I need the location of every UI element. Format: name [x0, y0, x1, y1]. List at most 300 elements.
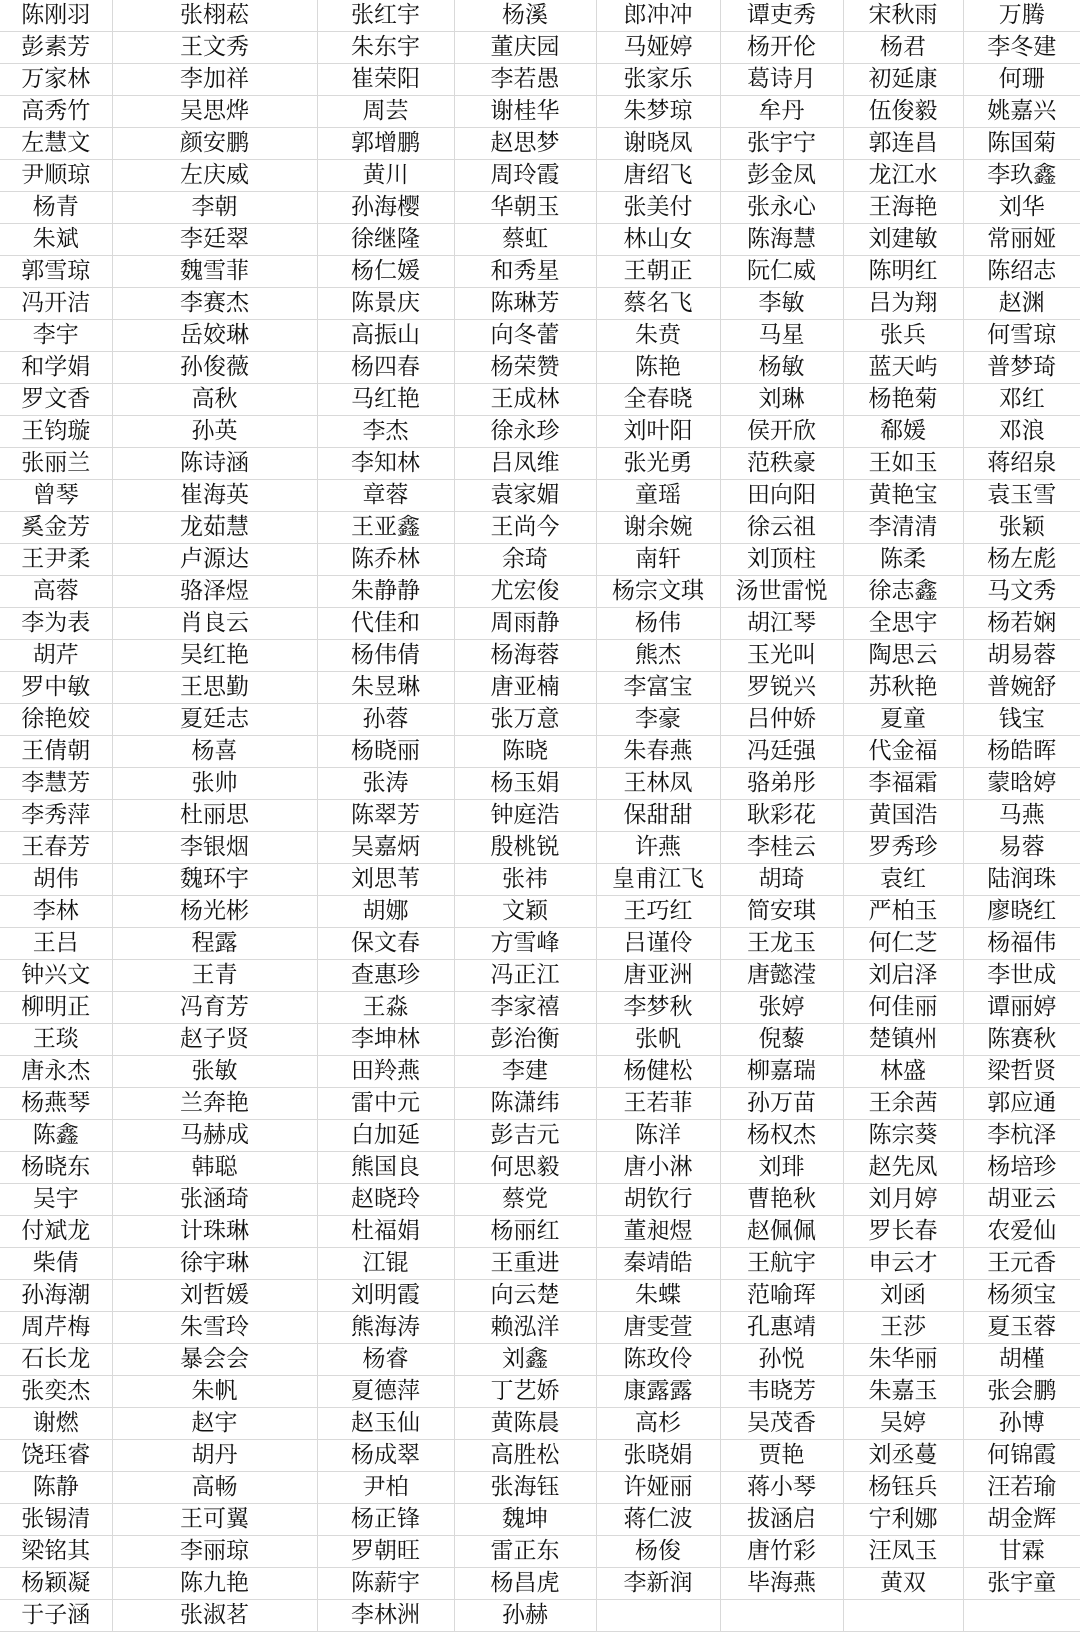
name-cell[interactable]: 王莎	[843, 1312, 963, 1344]
name-cell[interactable]: 夏德萍	[317, 1376, 454, 1408]
name-cell[interactable]: 王倩朝	[0, 736, 112, 768]
name-cell[interactable]: 马文秀	[963, 576, 1080, 608]
name-cell[interactable]: 王林凤	[596, 768, 720, 800]
name-cell[interactable]: 计珠琳	[112, 1216, 317, 1248]
name-cell[interactable]: 黄川	[317, 160, 454, 192]
name-cell[interactable]: 唐绍飞	[596, 160, 720, 192]
name-cell[interactable]: 王航宇	[720, 1248, 843, 1280]
name-cell[interactable]: 蒋小琴	[720, 1472, 843, 1504]
name-cell[interactable]: 王尚今	[454, 512, 596, 544]
name-cell[interactable]: 陈宗葵	[843, 1120, 963, 1152]
name-cell[interactable]: 农爱仙	[963, 1216, 1080, 1248]
name-cell[interactable]: 蒋绍泉	[963, 448, 1080, 480]
name-cell[interactable]: 杨钰兵	[843, 1472, 963, 1504]
name-cell[interactable]: 饶珏睿	[0, 1440, 112, 1472]
name-cell[interactable]: 李豪	[596, 704, 720, 736]
name-cell[interactable]: 胡易蓉	[963, 640, 1080, 672]
name-cell[interactable]: 朱雪玲	[112, 1312, 317, 1344]
name-cell[interactable]: 王巧红	[596, 896, 720, 928]
name-cell[interactable]: 杨俊	[596, 1536, 720, 1568]
name-cell[interactable]: 李建	[454, 1056, 596, 1088]
name-cell[interactable]: 周芸	[317, 96, 454, 128]
name-cell[interactable]: 蒙晗婷	[963, 768, 1080, 800]
name-cell[interactable]: 刘函	[843, 1280, 963, 1312]
name-cell[interactable]: 彭治衡	[454, 1024, 596, 1056]
name-cell[interactable]: 张宇童	[963, 1568, 1080, 1600]
name-cell[interactable]: 陈国菊	[963, 128, 1080, 160]
name-cell[interactable]: 董庆园	[454, 32, 596, 64]
name-cell[interactable]: 陈赛秋	[963, 1024, 1080, 1056]
name-cell[interactable]: 陶思云	[843, 640, 963, 672]
name-cell[interactable]: 陈柔	[843, 544, 963, 576]
name-cell[interactable]: 高畅	[112, 1472, 317, 1504]
name-cell[interactable]: 陈翠芳	[317, 800, 454, 832]
name-cell[interactable]: 宁利娜	[843, 1504, 963, 1536]
name-cell[interactable]: 李林洲	[317, 1600, 454, 1632]
name-cell[interactable]: 孙海樱	[317, 192, 454, 224]
name-cell[interactable]: 胡槿	[963, 1344, 1080, 1376]
name-cell[interactable]: 朱东宇	[317, 32, 454, 64]
name-cell[interactable]: 许娅丽	[596, 1472, 720, 1504]
name-cell[interactable]: 蓝天屿	[843, 352, 963, 384]
name-cell[interactable]: 董昶煜	[596, 1216, 720, 1248]
name-cell[interactable]: 张红宇	[317, 0, 454, 32]
name-cell[interactable]: 骆泽煜	[112, 576, 317, 608]
name-cell[interactable]: 刘叶阳	[596, 416, 720, 448]
name-cell[interactable]: 崔海英	[112, 480, 317, 512]
name-cell[interactable]: 刘明霞	[317, 1280, 454, 1312]
name-cell[interactable]: 李丽琼	[112, 1536, 317, 1568]
name-cell[interactable]: 申云才	[843, 1248, 963, 1280]
name-cell[interactable]: 袁家媚	[454, 480, 596, 512]
name-cell[interactable]: 皇甫江飞	[596, 864, 720, 896]
name-cell[interactable]: 王琰	[0, 1024, 112, 1056]
name-cell[interactable]: 童瑶	[596, 480, 720, 512]
name-cell[interactable]: 曾琴	[0, 480, 112, 512]
name-cell[interactable]: 牟丹	[720, 96, 843, 128]
name-cell[interactable]: 刘月婷	[843, 1184, 963, 1216]
name-cell[interactable]: 汤世雷悦	[720, 576, 843, 608]
name-cell[interactable]: 朱帆	[112, 1376, 317, 1408]
name-cell[interactable]: 吕谨伶	[596, 928, 720, 960]
name-cell[interactable]: 杨玉娟	[454, 768, 596, 800]
name-cell[interactable]: 王淼	[317, 992, 454, 1024]
name-cell[interactable]: 杨燕琴	[0, 1088, 112, 1120]
name-cell[interactable]: 陈玫伶	[596, 1344, 720, 1376]
name-cell[interactable]: 彭素芳	[0, 32, 112, 64]
name-cell[interactable]: 谢余婉	[596, 512, 720, 544]
name-cell[interactable]	[596, 1600, 720, 1632]
name-cell[interactable]: 初延康	[843, 64, 963, 96]
name-cell[interactable]: 杨颖凝	[0, 1568, 112, 1600]
name-cell[interactable]: 赵宇	[112, 1408, 317, 1440]
name-cell[interactable]: 蔡虹	[454, 224, 596, 256]
name-cell[interactable]: 杨伟倩	[317, 640, 454, 672]
name-cell[interactable]: 杨晓丽	[317, 736, 454, 768]
name-cell[interactable]: 朱蝶	[596, 1280, 720, 1312]
name-cell[interactable]: 朱梦琼	[596, 96, 720, 128]
name-cell[interactable]: 许燕	[596, 832, 720, 864]
name-cell[interactable]: 保文春	[317, 928, 454, 960]
name-cell[interactable]: 徐宇琳	[112, 1248, 317, 1280]
name-cell[interactable]: 刘琳	[720, 384, 843, 416]
name-cell[interactable]: 杨权杰	[720, 1120, 843, 1152]
name-cell[interactable]: 黄国浩	[843, 800, 963, 832]
name-cell[interactable]: 倪藜	[720, 1024, 843, 1056]
name-cell[interactable]: 杨健松	[596, 1056, 720, 1088]
name-cell[interactable]: 马赫成	[112, 1120, 317, 1152]
name-cell[interactable]: 赵渊	[963, 288, 1080, 320]
name-cell[interactable]: 罗中敏	[0, 672, 112, 704]
name-cell[interactable]: 胡钦行	[596, 1184, 720, 1216]
name-cell[interactable]: 孙俊薇	[112, 352, 317, 384]
name-cell[interactable]: 钟兴文	[0, 960, 112, 992]
name-cell[interactable]: 奚金芳	[0, 512, 112, 544]
name-cell[interactable]: 周玲霞	[454, 160, 596, 192]
name-cell[interactable]: 阮仁威	[720, 256, 843, 288]
name-cell[interactable]: 黄艳宝	[843, 480, 963, 512]
name-cell[interactable]: 李廷翠	[112, 224, 317, 256]
name-cell[interactable]: 汪若瑜	[963, 1472, 1080, 1504]
name-cell[interactable]: 李杭泽	[963, 1120, 1080, 1152]
name-cell[interactable]: 杨须宝	[963, 1280, 1080, 1312]
name-cell[interactable]: 秦靖皓	[596, 1248, 720, 1280]
name-cell[interactable]: 王亚鑫	[317, 512, 454, 544]
name-cell[interactable]: 崔荣阳	[317, 64, 454, 96]
name-cell[interactable]: 尹顺琼	[0, 160, 112, 192]
name-cell[interactable]: 文颖	[454, 896, 596, 928]
name-cell[interactable]: 杨君	[843, 32, 963, 64]
name-cell[interactable]: 杨荣赞	[454, 352, 596, 384]
name-cell[interactable]: 陈薪宇	[317, 1568, 454, 1600]
name-cell[interactable]: 甘霖	[963, 1536, 1080, 1568]
name-cell[interactable]: 赵晓玲	[317, 1184, 454, 1216]
name-cell[interactable]: 张婷	[720, 992, 843, 1024]
name-cell[interactable]: 胡亚云	[963, 1184, 1080, 1216]
name-cell[interactable]: 钱宝	[963, 704, 1080, 736]
name-cell[interactable]: 何思毅	[454, 1152, 596, 1184]
name-cell[interactable]: 赵佩佩	[720, 1216, 843, 1248]
name-cell[interactable]: 马星	[720, 320, 843, 352]
name-cell[interactable]: 刘鑫	[454, 1344, 596, 1376]
name-cell[interactable]: 普婉舒	[963, 672, 1080, 704]
name-cell[interactable]: 向冬蕾	[454, 320, 596, 352]
name-cell[interactable]: 夏廷志	[112, 704, 317, 736]
name-cell[interactable]: 蔡党	[454, 1184, 596, 1216]
name-cell[interactable]	[963, 1600, 1080, 1632]
name-cell[interactable]: 张海钰	[454, 1472, 596, 1504]
name-cell[interactable]: 徐继隆	[317, 224, 454, 256]
name-cell[interactable]: 熊国良	[317, 1152, 454, 1184]
name-cell[interactable]: 胡伟	[0, 864, 112, 896]
name-cell[interactable]: 何珊	[963, 64, 1080, 96]
name-cell[interactable]: 范秩豪	[720, 448, 843, 480]
name-cell[interactable]: 保甜甜	[596, 800, 720, 832]
name-cell[interactable]: 向云楚	[454, 1280, 596, 1312]
name-cell[interactable]: 和秀星	[454, 256, 596, 288]
name-cell[interactable]: 高胜松	[454, 1440, 596, 1472]
name-cell[interactable]: 张涵琦	[112, 1184, 317, 1216]
name-cell[interactable]: 刘哲媛	[112, 1280, 317, 1312]
name-cell[interactable]: 郭雪琼	[0, 256, 112, 288]
name-cell[interactable]: 田羚燕	[317, 1056, 454, 1088]
name-cell[interactable]: 卢源达	[112, 544, 317, 576]
name-cell[interactable]: 左慧文	[0, 128, 112, 160]
name-cell[interactable]: 冯育芳	[112, 992, 317, 1024]
name-cell[interactable]: 廖晓红	[963, 896, 1080, 928]
name-cell[interactable]: 吕凤维	[454, 448, 596, 480]
name-cell[interactable]: 熊海涛	[317, 1312, 454, 1344]
name-cell[interactable]: 陈洋	[596, 1120, 720, 1152]
name-cell[interactable]: 胡金辉	[963, 1504, 1080, 1536]
name-cell[interactable]: 陈艳	[596, 352, 720, 384]
name-cell[interactable]: 杜丽思	[112, 800, 317, 832]
name-cell[interactable]: 李知林	[317, 448, 454, 480]
name-cell[interactable]: 杨睿	[317, 1344, 454, 1376]
name-cell[interactable]: 李宇	[0, 320, 112, 352]
name-cell[interactable]: 郭增鹏	[317, 128, 454, 160]
name-cell[interactable]: 暴会会	[112, 1344, 317, 1376]
name-cell[interactable]: 柳明正	[0, 992, 112, 1024]
name-cell[interactable]: 胡芹	[0, 640, 112, 672]
name-cell[interactable]: 李慧芳	[0, 768, 112, 800]
name-cell[interactable]: 赵先凤	[843, 1152, 963, 1184]
name-cell[interactable]: 赵子贤	[112, 1024, 317, 1056]
name-cell[interactable]: 黄双	[843, 1568, 963, 1600]
name-cell[interactable]: 李富宝	[596, 672, 720, 704]
name-cell[interactable]: 胡娜	[317, 896, 454, 928]
name-cell[interactable]	[720, 1600, 843, 1632]
name-cell[interactable]: 江锟	[317, 1248, 454, 1280]
name-cell[interactable]: 杨敏	[720, 352, 843, 384]
name-cell[interactable]: 陈绍志	[963, 256, 1080, 288]
name-cell[interactable]: 杨福伟	[963, 928, 1080, 960]
name-cell[interactable]: 孙英	[112, 416, 317, 448]
name-cell[interactable]: 何仁芝	[843, 928, 963, 960]
name-cell[interactable]: 王思勤	[112, 672, 317, 704]
name-cell[interactable]: 刘思苇	[317, 864, 454, 896]
name-cell[interactable]: 李若愚	[454, 64, 596, 96]
name-cell[interactable]: 朱静静	[317, 576, 454, 608]
name-cell[interactable]: 楚镇州	[843, 1024, 963, 1056]
name-cell[interactable]: 吴红艳	[112, 640, 317, 672]
name-cell[interactable]: 张会鹏	[963, 1376, 1080, 1408]
name-cell[interactable]: 朱春燕	[596, 736, 720, 768]
name-cell[interactable]: 龙茹慧	[112, 512, 317, 544]
name-cell[interactable]: 李桂云	[720, 832, 843, 864]
name-cell[interactable]: 田向阳	[720, 480, 843, 512]
name-cell[interactable]: 曹艳秋	[720, 1184, 843, 1216]
name-cell[interactable]: 伍俊毅	[843, 96, 963, 128]
name-cell[interactable]: 魏雪菲	[112, 256, 317, 288]
name-cell[interactable]: 王春芳	[0, 832, 112, 864]
name-cell[interactable]: 石长龙	[0, 1344, 112, 1376]
name-cell[interactable]: 高蓉	[0, 576, 112, 608]
name-cell[interactable]: 马燕	[963, 800, 1080, 832]
name-cell[interactable]: 林山女	[596, 224, 720, 256]
name-cell[interactable]: 杨宗文琪	[596, 576, 720, 608]
name-cell[interactable]: 杨昌虎	[454, 1568, 596, 1600]
name-cell[interactable]: 刘华	[963, 192, 1080, 224]
name-cell[interactable]: 吴婷	[843, 1408, 963, 1440]
name-cell[interactable]: 杨培珍	[963, 1152, 1080, 1184]
name-cell[interactable]: 南轩	[596, 544, 720, 576]
name-cell[interactable]: 陈晓	[454, 736, 596, 768]
name-cell[interactable]: 邓红	[963, 384, 1080, 416]
name-cell[interactable]: 岳姣琳	[112, 320, 317, 352]
name-cell[interactable]: 吴思烨	[112, 96, 317, 128]
name-cell[interactable]: 孙蓉	[317, 704, 454, 736]
name-cell[interactable]: 朱贲	[596, 320, 720, 352]
name-cell[interactable]: 陈九艳	[112, 1568, 317, 1600]
name-cell[interactable]: 李新润	[596, 1568, 720, 1600]
name-cell[interactable]: 张奕杰	[0, 1376, 112, 1408]
name-cell[interactable]: 韩聪	[112, 1152, 317, 1184]
name-cell[interactable]: 杨左彪	[963, 544, 1080, 576]
name-cell[interactable]: 雷中元	[317, 1088, 454, 1120]
name-cell[interactable]: 周芹梅	[0, 1312, 112, 1344]
name-cell[interactable]: 黄陈晨	[454, 1408, 596, 1440]
name-cell[interactable]: 王如玉	[843, 448, 963, 480]
name-cell[interactable]: 刘丞蔓	[843, 1440, 963, 1472]
name-cell[interactable]: 马娅婷	[596, 32, 720, 64]
name-cell[interactable]: 李家禧	[454, 992, 596, 1024]
name-cell[interactable]: 林盛	[843, 1056, 963, 1088]
name-cell[interactable]: 李秀萍	[0, 800, 112, 832]
name-cell[interactable]: 张颖	[963, 512, 1080, 544]
name-cell[interactable]: 普梦琦	[963, 352, 1080, 384]
name-cell[interactable]: 宋秋雨	[843, 0, 963, 32]
name-cell[interactable]: 王可翼	[112, 1504, 317, 1536]
name-cell[interactable]: 代金福	[843, 736, 963, 768]
name-cell[interactable]: 王文秀	[112, 32, 317, 64]
name-cell[interactable]: 高秀竹	[0, 96, 112, 128]
name-cell[interactable]: 刘琲	[720, 1152, 843, 1184]
name-cell[interactable]: 谭丽婷	[963, 992, 1080, 1024]
name-cell[interactable]: 胡丹	[112, 1440, 317, 1472]
name-cell[interactable]: 耿彩花	[720, 800, 843, 832]
name-cell[interactable]: 葛诗月	[720, 64, 843, 96]
name-cell[interactable]: 张涛	[317, 768, 454, 800]
name-cell[interactable]: 徐艳姣	[0, 704, 112, 736]
name-cell[interactable]: 张栩菘	[112, 0, 317, 32]
name-cell[interactable]: 高振山	[317, 320, 454, 352]
name-cell[interactable]: 拔涵启	[720, 1504, 843, 1536]
name-cell[interactable]: 李清清	[843, 512, 963, 544]
name-cell[interactable]: 吕为翔	[843, 288, 963, 320]
name-cell[interactable]: 玉光叫	[720, 640, 843, 672]
name-cell[interactable]: 殷桃锐	[454, 832, 596, 864]
name-cell[interactable]: 王海艳	[843, 192, 963, 224]
name-cell[interactable]: 陈景庆	[317, 288, 454, 320]
name-cell[interactable]: 张敏	[112, 1056, 317, 1088]
name-cell[interactable]: 颜安鹏	[112, 128, 317, 160]
name-cell[interactable]: 李银烟	[112, 832, 317, 864]
name-cell[interactable]: 陈琳芳	[454, 288, 596, 320]
name-cell[interactable]: 李世成	[963, 960, 1080, 992]
name-cell[interactable]: 郭应通	[963, 1088, 1080, 1120]
name-cell[interactable]: 龙江水	[843, 160, 963, 192]
name-cell[interactable]: 吕仲娇	[720, 704, 843, 736]
name-cell[interactable]: 陈静	[0, 1472, 112, 1504]
name-cell[interactable]: 胡江琴	[720, 608, 843, 640]
name-cell[interactable]: 陈刚羽	[0, 0, 112, 32]
name-cell[interactable]: 张美付	[596, 192, 720, 224]
name-cell[interactable]: 唐亚楠	[454, 672, 596, 704]
name-cell[interactable]: 唐亚洲	[596, 960, 720, 992]
name-cell[interactable]: 何锦霞	[963, 1440, 1080, 1472]
name-cell[interactable]: 罗长春	[843, 1216, 963, 1248]
name-cell[interactable]: 余琦	[454, 544, 596, 576]
name-cell[interactable]: 肖良云	[112, 608, 317, 640]
name-cell[interactable]: 易蓉	[963, 832, 1080, 864]
name-cell[interactable]: 李赛杰	[112, 288, 317, 320]
name-cell[interactable]: 杨光彬	[112, 896, 317, 928]
name-cell[interactable]: 魏坤	[454, 1504, 596, 1536]
name-cell[interactable]: 康露露	[596, 1376, 720, 1408]
name-cell[interactable]: 万腾	[963, 0, 1080, 32]
name-cell[interactable]: 孔惠靖	[720, 1312, 843, 1344]
name-cell[interactable]: 杨艳菊	[843, 384, 963, 416]
name-cell[interactable]: 杨皓晖	[963, 736, 1080, 768]
name-cell[interactable]: 蒋仁波	[596, 1504, 720, 1536]
name-cell[interactable]: 李为表	[0, 608, 112, 640]
name-cell[interactable]: 夏玉蓉	[963, 1312, 1080, 1344]
name-cell[interactable]: 华朝玉	[454, 192, 596, 224]
name-cell[interactable]: 陈诗涵	[112, 448, 317, 480]
name-cell[interactable]: 罗朝旺	[317, 1536, 454, 1568]
name-cell[interactable]: 杨若娴	[963, 608, 1080, 640]
name-cell[interactable]: 刘启泽	[843, 960, 963, 992]
name-cell[interactable]: 付斌龙	[0, 1216, 112, 1248]
name-cell[interactable]: 郗媛	[843, 416, 963, 448]
name-cell[interactable]: 孙悦	[720, 1344, 843, 1376]
name-cell[interactable]: 骆弟彤	[720, 768, 843, 800]
name-cell[interactable]: 朱嘉玉	[843, 1376, 963, 1408]
name-cell[interactable]: 王吕	[0, 928, 112, 960]
name-cell[interactable]: 李福霜	[843, 768, 963, 800]
name-cell[interactable]: 李坤林	[317, 1024, 454, 1056]
name-cell[interactable]: 杨晓东	[0, 1152, 112, 1184]
name-cell[interactable]: 高杉	[596, 1408, 720, 1440]
name-cell[interactable]: 孙赫	[454, 1600, 596, 1632]
name-cell[interactable]: 张祎	[454, 864, 596, 896]
name-cell[interactable]: 张淑茗	[112, 1600, 317, 1632]
name-cell[interactable]: 和学娟	[0, 352, 112, 384]
name-cell[interactable]: 陆润珠	[963, 864, 1080, 896]
name-cell[interactable]: 章蓉	[317, 480, 454, 512]
name-cell[interactable]: 柴倩	[0, 1248, 112, 1280]
name-cell[interactable]: 朱华丽	[843, 1344, 963, 1376]
name-cell[interactable]: 张兵	[843, 320, 963, 352]
name-cell[interactable]: 韦晓芳	[720, 1376, 843, 1408]
name-cell[interactable]: 程露	[112, 928, 317, 960]
name-cell[interactable]: 王重进	[454, 1248, 596, 1280]
name-cell[interactable]: 蔡名飞	[596, 288, 720, 320]
name-cell[interactable]: 于子涵	[0, 1600, 112, 1632]
name-cell[interactable]: 高秋	[112, 384, 317, 416]
name-cell[interactable]: 熊杰	[596, 640, 720, 672]
name-cell[interactable]: 张永心	[720, 192, 843, 224]
name-cell[interactable]: 王朝正	[596, 256, 720, 288]
name-cell[interactable]: 郎冲冲	[596, 0, 720, 32]
name-cell[interactable]: 陈乔林	[317, 544, 454, 576]
name-cell[interactable]: 袁玉雪	[963, 480, 1080, 512]
name-cell[interactable]: 杨丽红	[454, 1216, 596, 1248]
name-cell[interactable]: 柳嘉瑞	[720, 1056, 843, 1088]
name-cell[interactable]: 王余茜	[843, 1088, 963, 1120]
name-cell[interactable]: 冯正江	[454, 960, 596, 992]
